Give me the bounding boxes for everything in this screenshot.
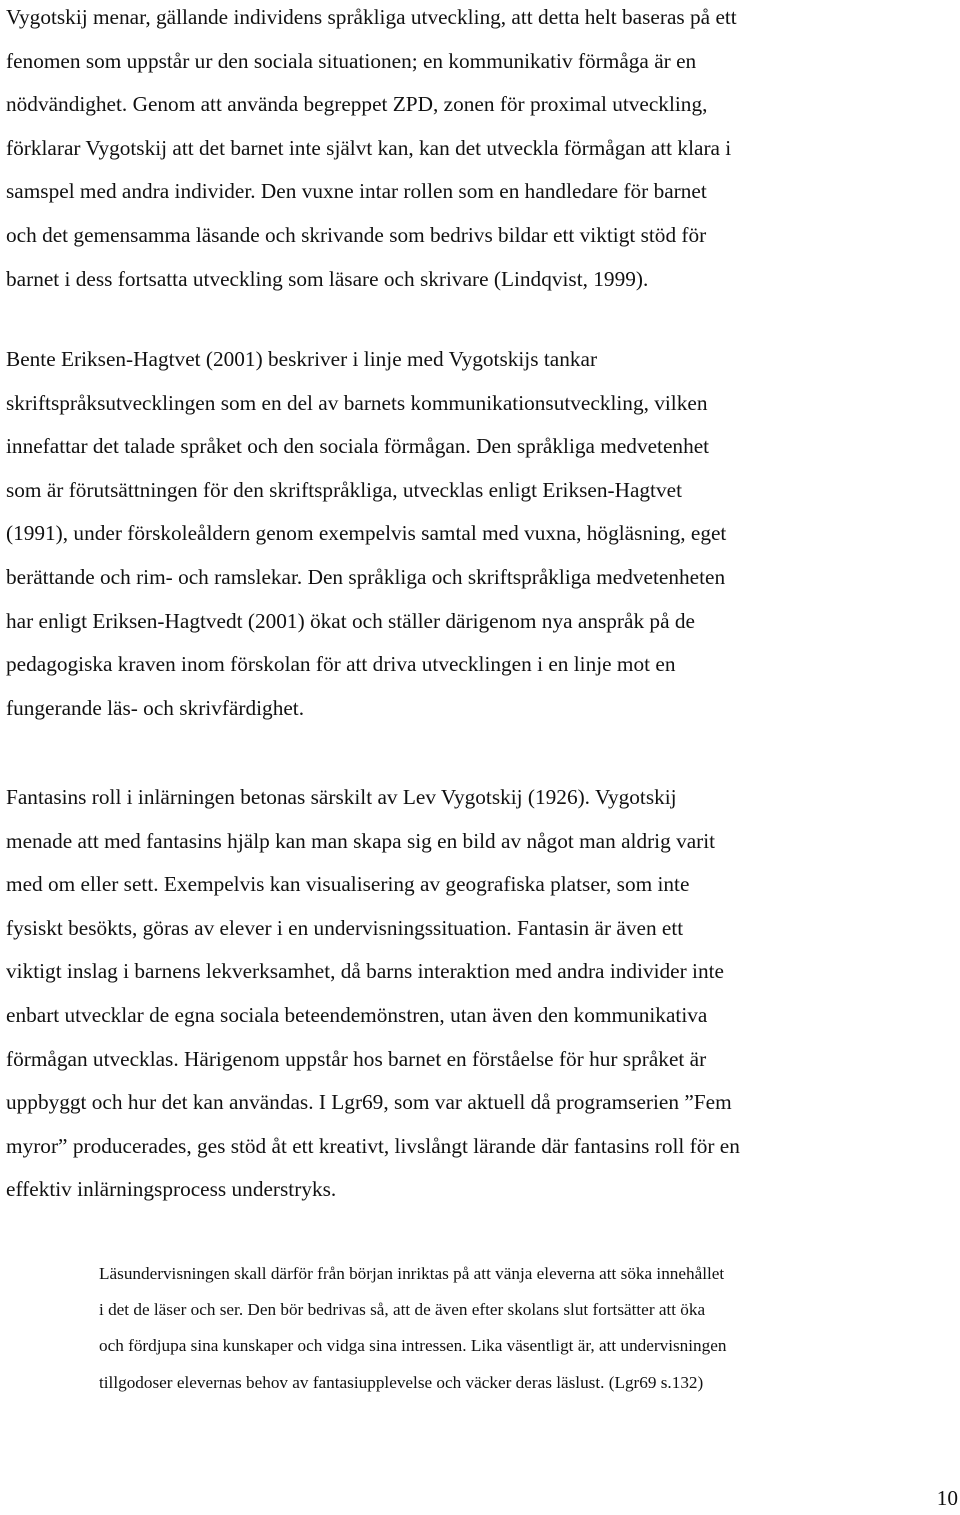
text-line: pedagogiska kraven inom förskolan för att driva utvecklingen i en linje mot en bbox=[6, 652, 676, 677]
text-line: viktigt inslag i barnens lekverksamhet, då barns interaktion med andra individer inte bbox=[6, 959, 724, 984]
text-line: barnet i dess fortsatta utveckling som läsare och skrivare (Lindqvist, 1999). bbox=[6, 266, 649, 291]
text-line: som är förutsättningen för den skriftspråkliga, utvecklas enligt Eriksen-Hagtvet bbox=[6, 477, 682, 502]
text-line: Bente Eriksen-Hagtvet (2001) beskriver i linje med Vygotskijs tankar bbox=[6, 347, 598, 371]
page-number: 10 bbox=[936, 1486, 958, 1510]
text-line: (1991), under förskoleåldern genom exempelvis samtal med vuxna, högläsning, eget bbox=[6, 521, 727, 546]
text-line: menade att med fantasins hjälp kan man skapa sig en bild av något man aldrig varit bbox=[6, 828, 716, 853]
quote-line: Läsundervisningen skall därför från början inriktas på att vänja eleverna att söka innehållet bbox=[99, 1264, 725, 1283]
text-line: effektiv inlärningsprocess understryks. bbox=[6, 1177, 337, 1202]
body-paragraph bbox=[6, 338, 956, 730]
text-line: fungerande läs- och skrivfärdighet. bbox=[6, 695, 305, 720]
text-line: skriftspråksutvecklingen som en del av barnets kommunikationsutveckling, vilken bbox=[6, 390, 708, 415]
block-quote bbox=[99, 1256, 899, 1401]
quote-line: i det de läser och ser. Den bör bedrivas så, att de även efter skolans slut fortsätter att öka bbox=[99, 1300, 706, 1320]
text-line: berättande och rim- och ramslekar. Den språkliga och skriftspråkliga medvetenheten bbox=[6, 564, 726, 589]
text-line: har enligt Eriksen-Hagtvedt (2001) ökat och ställer därigenom nya anspråk på de bbox=[6, 608, 695, 633]
text-line: med om eller sett. Exempelvis kan visualisering av geografiska platser, som inte bbox=[6, 872, 690, 897]
text-line: och det gemensamma läsande och skrivande som bedrivs bildar ett viktigt stöd för bbox=[6, 222, 707, 247]
text-line: enbart utvecklar de egna sociala beteendemönstren, utan även den kommunikativa bbox=[6, 1002, 708, 1027]
text-line: Vygotskij menar, gällande individens språkliga utveckling, att detta helt baseras på ett bbox=[6, 5, 737, 29]
text-line: fenomen som uppstår ur den sociala situationen; en kommunikativ förmåga är en bbox=[6, 48, 697, 73]
text-line: Fantasins roll i inlärningen betonas särskilt av Lev Vygotskij (1926). Vygotskij bbox=[6, 785, 677, 809]
text-line: förmågan utvecklas. Härigenom uppstår hos barnet en förståelse för hur språket är bbox=[6, 1046, 707, 1071]
text-line: nödvändighet. Genom att använda begreppet ZPD, zonen för proximal utveckling, bbox=[6, 92, 708, 117]
text-line: uppbyggt och hur det kan användas. I Lgr69, som var aktuell då programserien ”Fem bbox=[6, 1090, 732, 1115]
body-paragraph bbox=[6, 776, 956, 1212]
text-line: förklarar Vygotskij att det barnet inte självt kan, kan det utveckla förmågan att klara i bbox=[6, 135, 732, 160]
body-paragraph bbox=[6, 0, 956, 301]
text-line: innefattar det talade språket och den sociala förmågan. Den språkliga medvetenhet bbox=[6, 434, 710, 459]
text-line: myror” producerades, ges stöd åt ett kreativt, livslångt lärande där fantasins roll för en bbox=[6, 1133, 740, 1158]
text-line: fysiskt besökts, göras av elever i en undervisningssituation. Fantasin är även ett bbox=[6, 915, 684, 940]
text-line: samspel med andra individer. Den vuxne intar rollen som en handledare för barnet bbox=[6, 179, 707, 204]
quote-line: och fördjupa sina kunskaper och vidga sina intressen. Lika väsentligt är, att undervisningen bbox=[99, 1336, 727, 1356]
quote-line: tillgodoser elevernas behov av fantasiupplevelse och väcker deras läslust. (Lgr69 s.132) bbox=[99, 1372, 704, 1392]
